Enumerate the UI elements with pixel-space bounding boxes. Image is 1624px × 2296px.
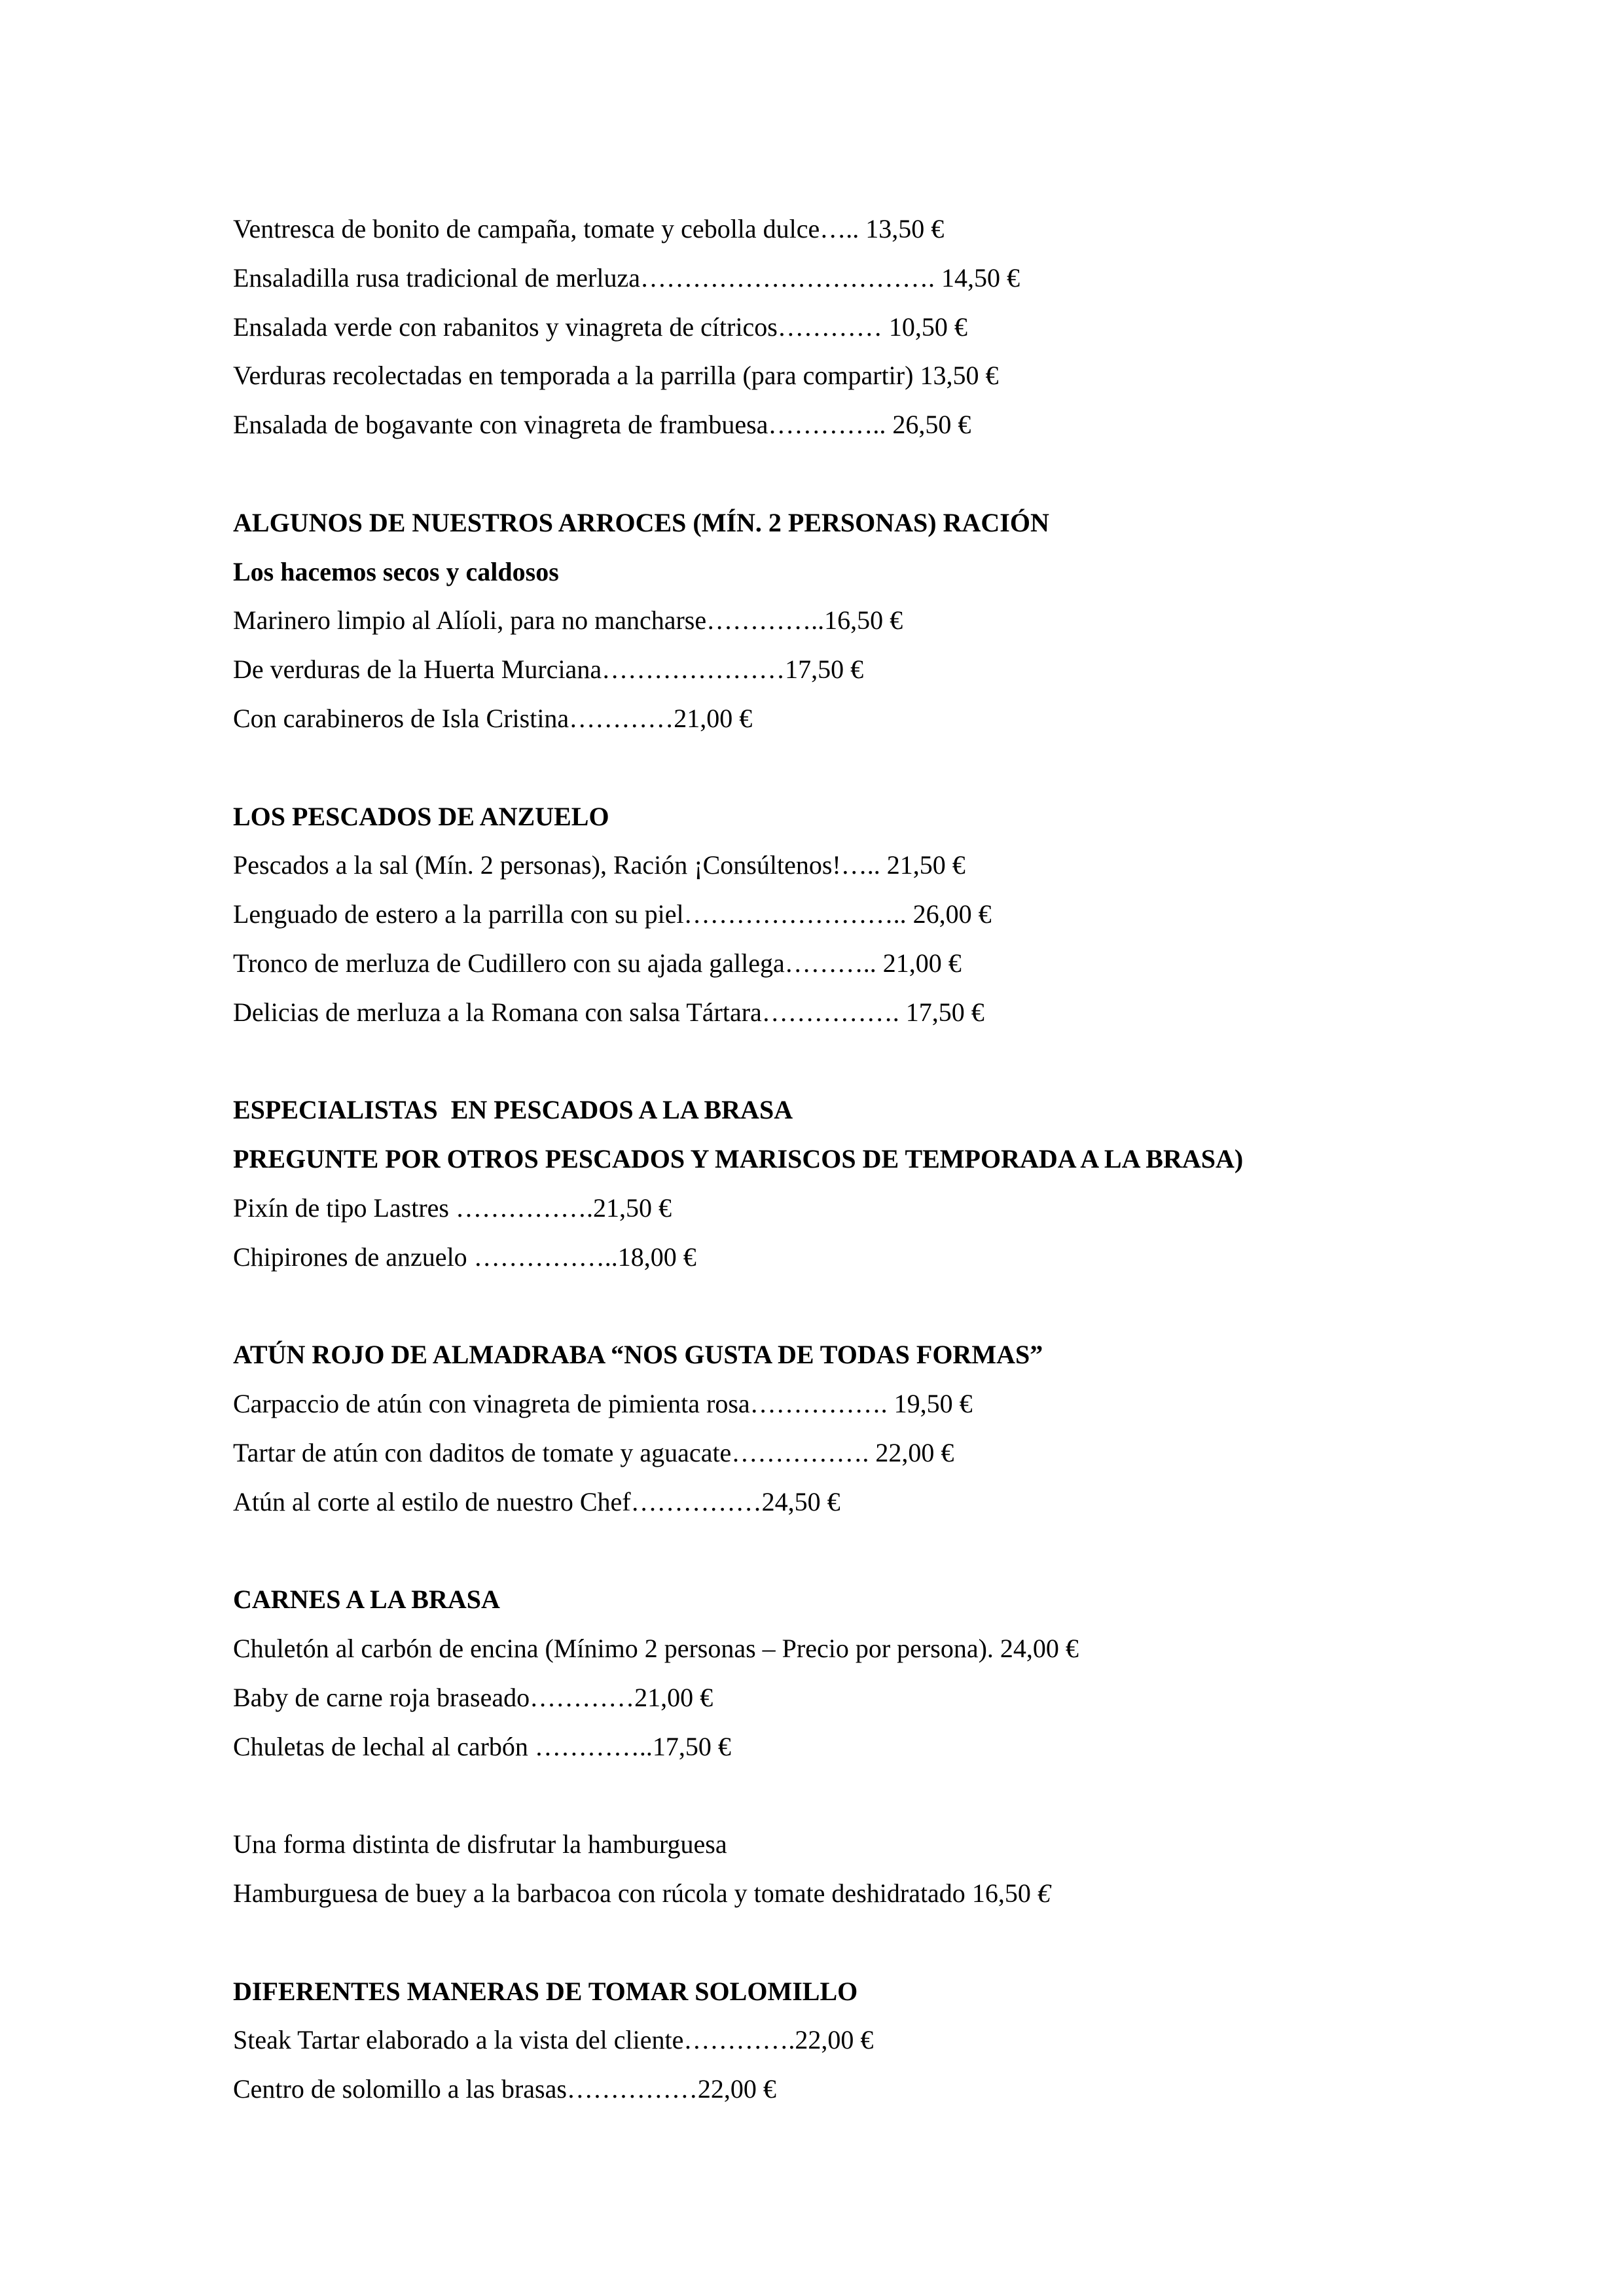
spacer bbox=[233, 1918, 1477, 1967]
dot-leader bbox=[965, 1878, 972, 1908]
item-price: 21,50 € bbox=[886, 850, 965, 880]
item-name: Verduras recolectadas en temporada a la parrilla (para compartir) bbox=[233, 361, 914, 391]
dot-leader: ……….. bbox=[784, 948, 883, 978]
item-name: Delicias de merluza a la Romana con salsa Tártara bbox=[233, 997, 762, 1027]
item-name: De verduras de la Huerta Murciana bbox=[233, 655, 602, 685]
menu-item bbox=[233, 351, 1477, 401]
dot-leader: ………….. bbox=[768, 410, 893, 440]
item-name: Ensaladilla rusa tradicional de merluza bbox=[233, 262, 640, 293]
item-price: 26,00 € bbox=[912, 899, 992, 929]
dot-leader: ……………. bbox=[455, 1193, 593, 1223]
item-price: 17,50 € bbox=[785, 655, 864, 685]
item-name: Atún al corte al estilo de nuestro Chef bbox=[233, 1486, 631, 1516]
section-subheading: PREGUNTE POR OTROS PESCADOS Y MARISCOS DE TEMPORADA A LA BRASA) bbox=[233, 1144, 1244, 1174]
dot-leader: ………………… bbox=[602, 655, 785, 685]
item-name: Chuletón al carbón de encina (Mínimo 2 personas – Precio por persona). bbox=[233, 1634, 994, 1664]
item-price: 22,00 € bbox=[875, 1437, 954, 1467]
menu-item bbox=[233, 1380, 1477, 1429]
menu-item bbox=[233, 1478, 1477, 1527]
dot-leader: ………….. bbox=[706, 605, 825, 636]
item-price: 19,50 € bbox=[893, 1389, 973, 1419]
item-price: 16,50 € bbox=[824, 605, 903, 636]
dot-leader: ……………………………. bbox=[640, 262, 941, 293]
menu-item bbox=[233, 694, 1477, 744]
item-name: Marinero limpio al Alíoli, para no mancharse bbox=[233, 605, 707, 636]
menu-item bbox=[233, 254, 1477, 303]
menu-item bbox=[233, 596, 1477, 645]
item-name: Centro de solomillo a las brasas bbox=[233, 2074, 567, 2104]
item-price: 18,00 € bbox=[617, 1242, 696, 1272]
menu-item bbox=[233, 1624, 1477, 1674]
spacer bbox=[233, 1282, 1477, 1331]
item-price: 13,50 € bbox=[920, 361, 999, 391]
dot-leader: ….. bbox=[820, 214, 866, 243]
item-price: 21,00 € bbox=[634, 1682, 713, 1712]
item-name: Carpaccio de atún con vinagreta de pimienta rosa bbox=[233, 1389, 750, 1419]
item-name: Tronco de merluza de Cudillero con su ajada gallega bbox=[233, 948, 785, 978]
dot-leader: …………… bbox=[566, 2074, 698, 2104]
item-name: Con carabineros de Isla Cristina bbox=[233, 703, 569, 733]
spacer bbox=[233, 450, 1477, 499]
dot-leader: …………. bbox=[683, 2025, 795, 2055]
section-subheading: Los hacemos secos y caldosos bbox=[233, 556, 559, 586]
dot-leader: ………… bbox=[569, 703, 674, 733]
item-price: 10,50 € bbox=[888, 312, 967, 342]
section-intro: Una forma distinta de disfrutar la hamburguesa bbox=[233, 1829, 727, 1859]
menu-item bbox=[233, 303, 1477, 352]
item-price: 21,50 € bbox=[592, 1193, 672, 1223]
euro-sign: € bbox=[1037, 1878, 1051, 1909]
item-name: Hamburguesa de buey a la barbacoa con rúcola y tomate deshidratado bbox=[233, 1878, 965, 1909]
item-name: Pescados a la sal (Mín. 2 personas), Ración ¡Consúltenos! bbox=[233, 850, 841, 880]
menu-content bbox=[233, 205, 1477, 2114]
spacer bbox=[233, 1772, 1477, 1821]
section-heading: ALGUNOS DE NUESTROS ARROCES (MÍN. 2 PERSONAS) RACIÓN bbox=[233, 507, 1049, 537]
item-name: Pixín de tipo Lastres bbox=[233, 1193, 456, 1223]
menu-item bbox=[233, 890, 1477, 939]
dot-leader: …………… bbox=[630, 1486, 762, 1516]
menu-item bbox=[233, 1674, 1477, 1723]
spacer bbox=[233, 744, 1477, 793]
dot-leader: ……………. bbox=[731, 1437, 876, 1467]
menu-item bbox=[233, 841, 1477, 890]
item-price: 17,50 € bbox=[905, 997, 984, 1027]
menu-item bbox=[233, 1869, 1477, 1918]
section-heading: ATÚN ROJO DE ALMADRABA “NOS GUSTA DE TODAS FORMAS” bbox=[233, 1340, 1043, 1370]
menu-item bbox=[233, 1429, 1477, 1478]
section-heading: DIFERENTES MANERAS DE TOMAR SOLOMILLO bbox=[233, 1976, 858, 2006]
dot-leader: ………… bbox=[777, 312, 889, 342]
item-name: Ensalada verde con rabanitos y vinagreta de cítricos bbox=[233, 312, 778, 342]
item-price: 17,50 € bbox=[652, 1731, 731, 1761]
dot-leader: ……………. bbox=[761, 997, 906, 1027]
item-price: 16,50 bbox=[971, 1878, 1031, 1909]
menu-item bbox=[233, 939, 1477, 988]
item-price: 24,50 € bbox=[761, 1486, 840, 1516]
item-price: 26,50 € bbox=[892, 410, 971, 440]
item-name: Steak Tartar elaborado a la vista del cliente bbox=[233, 2025, 684, 2055]
section-heading: ESPECIALISTAS EN PESCADOS A LA BRASA bbox=[233, 1095, 793, 1125]
item-name: Ensalada de bogavante con vinagreta de frambuesa bbox=[233, 410, 768, 440]
spacer bbox=[233, 1527, 1477, 1576]
menu-item bbox=[233, 1184, 1477, 1233]
item-price: 24,00 € bbox=[1000, 1634, 1079, 1664]
item-name: Lenguado de estero a la parrilla con su piel bbox=[233, 899, 684, 929]
dot-leader: ………… bbox=[530, 1682, 635, 1712]
dot-leader: ……………. bbox=[749, 1389, 894, 1419]
menu-item bbox=[233, 2065, 1477, 2114]
menu-item bbox=[233, 2016, 1477, 2065]
menu-item bbox=[233, 205, 1477, 254]
menu-item bbox=[233, 1233, 1477, 1282]
dot-leader bbox=[913, 361, 920, 390]
item-name: Chipirones de anzuelo bbox=[233, 1242, 474, 1272]
menu-item bbox=[233, 1723, 1477, 1772]
dot-leader: ………….. bbox=[534, 1731, 653, 1761]
menu-item bbox=[233, 401, 1477, 450]
item-price: 22,00 € bbox=[697, 2074, 776, 2104]
dot-leader bbox=[994, 1634, 1000, 1663]
item-price: 14,50 € bbox=[941, 262, 1020, 293]
item-name: Tartar de atún con daditos de tomate y aguacate bbox=[233, 1437, 732, 1467]
dot-leader: ….. bbox=[840, 850, 887, 880]
item-name: Ventresca de bonito de campaña, tomate y cebolla dulce bbox=[233, 214, 820, 243]
dot-leader: …………….. bbox=[473, 1242, 618, 1272]
item-name: Baby de carne roja braseado bbox=[233, 1682, 530, 1712]
item-price: 22,00 € bbox=[795, 2025, 874, 2055]
item-price: 21,00 € bbox=[882, 948, 962, 978]
spacer bbox=[233, 1037, 1477, 1086]
item-name: Chuletas de lechal al carbón bbox=[233, 1731, 535, 1761]
dot-leader: …………………….. bbox=[683, 899, 913, 929]
item-price: 21,00 € bbox=[674, 703, 753, 733]
item-price: 13,50 € bbox=[865, 214, 945, 243]
section-heading: LOS PESCADOS DE ANZUELO bbox=[233, 801, 609, 831]
section-heading: CARNES A LA BRASA bbox=[233, 1585, 500, 1615]
menu-item bbox=[233, 988, 1477, 1037]
menu-item bbox=[233, 645, 1477, 694]
